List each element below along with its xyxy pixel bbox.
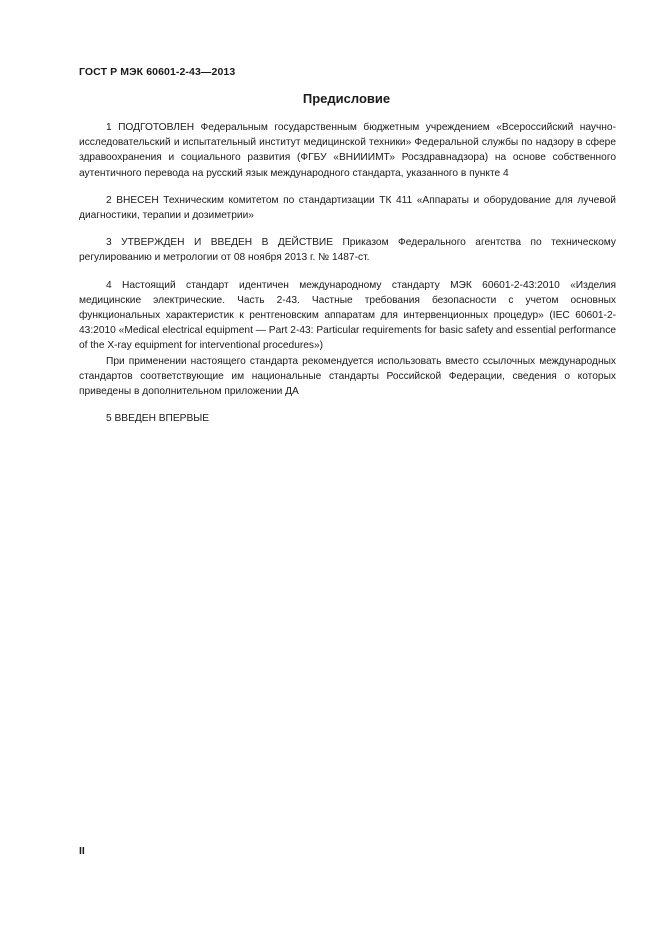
paragraph-2: 2 ВНЕСЕН Техническим комитетом по стандартизации ТК 411 «Аппараты и оборудование для лучевой диагностики, терапии и дозиметрии» bbox=[79, 194, 616, 222]
foreword-body bbox=[79, 120, 616, 426]
page-number: II bbox=[79, 845, 85, 857]
paragraph-3: 3 УТВЕРЖДЕН И ВВЕДЕН В ДЕЙСТВИЕ Приказом Федерального агентства по техническому регулированию и метрологии от 08 ноября 2013 г. № 1487-ст. bbox=[79, 237, 616, 264]
page-title: Предисловие bbox=[302, 91, 391, 106]
paragraph-4: 4 Настоящий стандарт идентичен международному стандарту МЭК 60601-2-43:2010 «Изделия медицинские электрические. Часть 2-43. Частные требования безопасности с учетом основных функциональных характеристик к рентгеновским аппаратам для интервенционных процедур» (IEC 60601-2-43:2010 «Medical electrical equipment — Part 2-43: Particular requirements for basic safety and essential performance of the X-ray equipment for interventional procedures») bbox=[79, 279, 616, 352]
paragraph-4-note: При применении настоящего стандарта рекомендуется использовать вместо ссылочных международных стандартов соответствующие им национальные стандарты Российской Федерации, сведения о которых приведены в дополнительном приложении ДА bbox=[79, 355, 616, 398]
paragraph-1: 1 ПОДГОТОВЛЕН Федеральным государственным бюджетным учреждением «Всероссийский научно-исследовательский и испытательный институт медицинской техники» Федеральной службы по надзору в сфере здравоохранения и социального развития (ФГБУ «ВНИИИМТ» Росздравнадзора) на основе собственного аутентичного перевода на русский язык международного стандарта, указанного в пункте 4 bbox=[79, 122, 616, 179]
paragraph-5: 5 ВВЕДЕН ВПЕРВЫЕ bbox=[106, 413, 210, 425]
document-header-id: ГОСТ Р МЭК 60601-2-43—2013 bbox=[79, 66, 236, 78]
